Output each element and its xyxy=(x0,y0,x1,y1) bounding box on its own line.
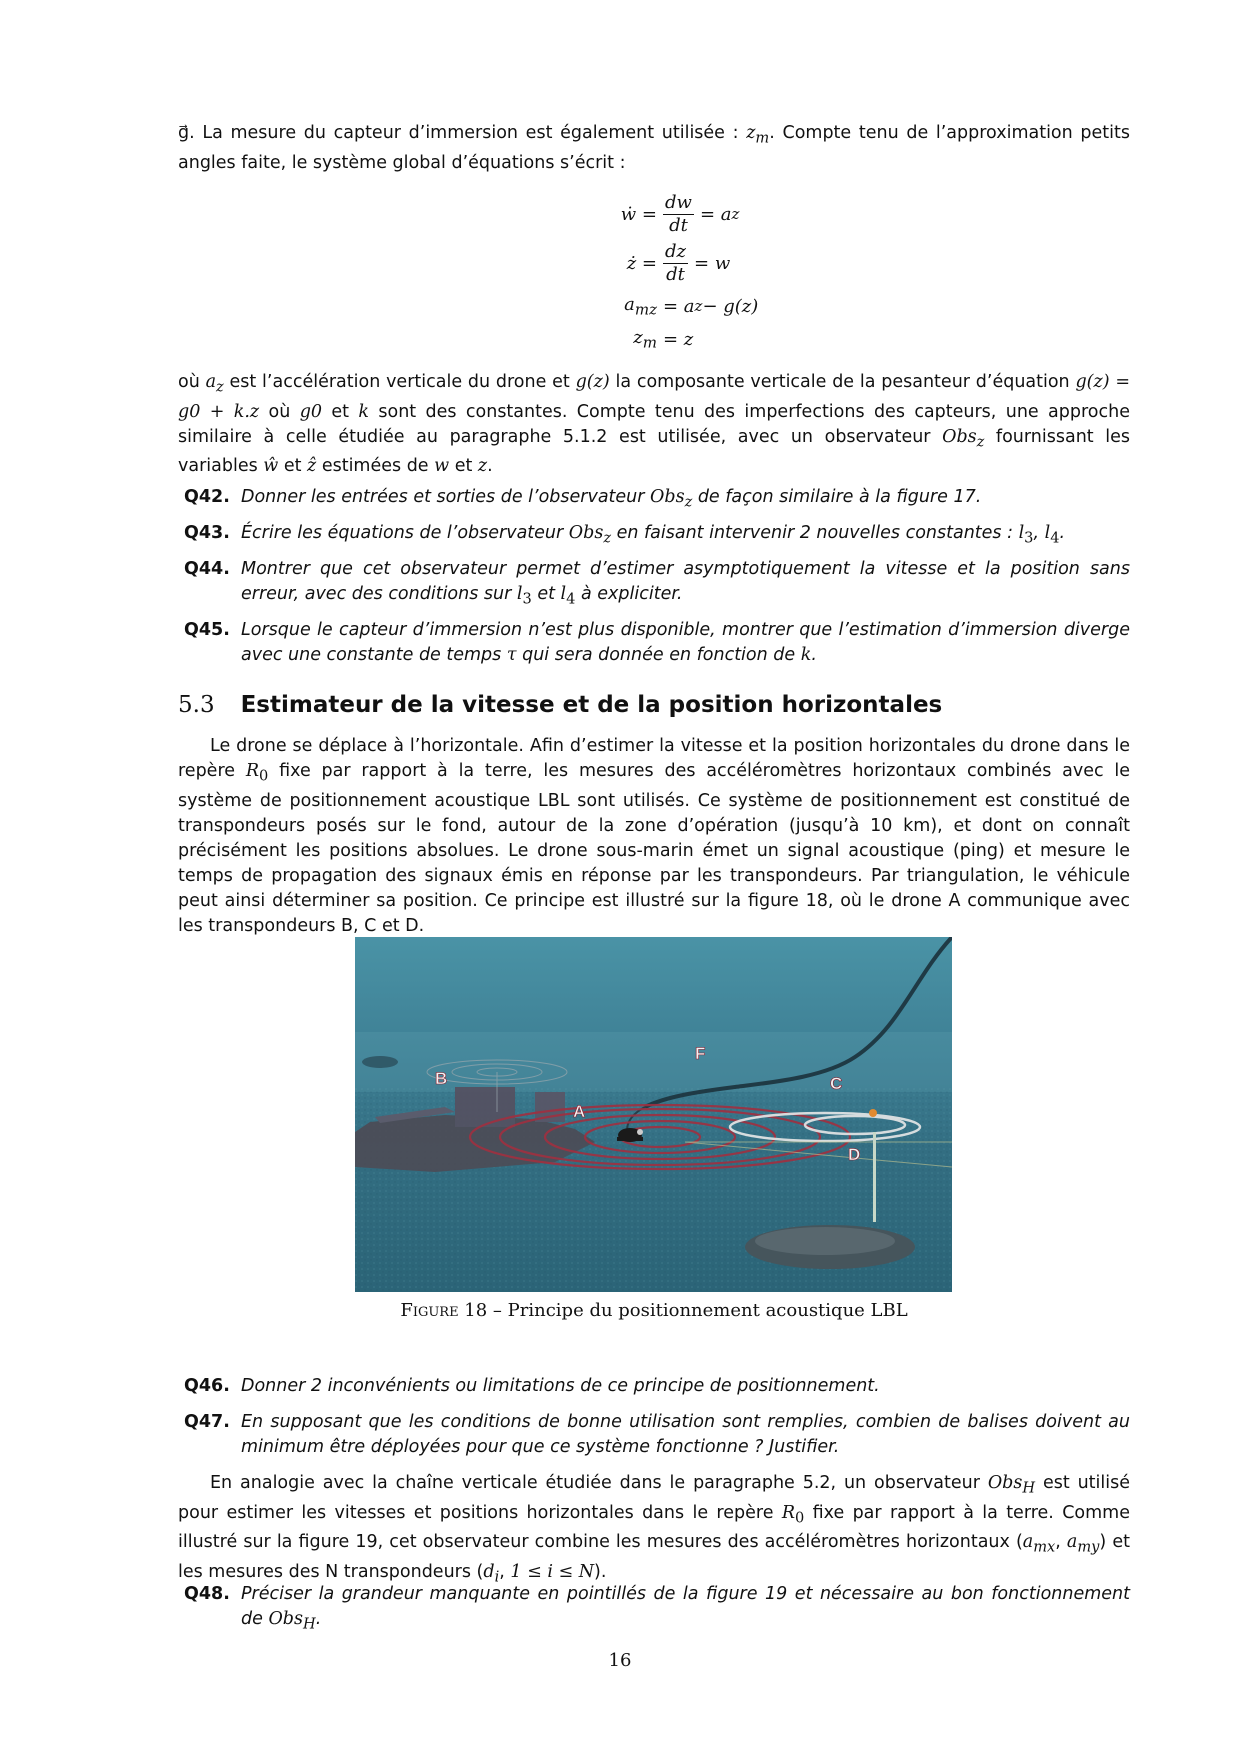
eq2-rhs: = w xyxy=(694,252,731,274)
label-c: C xyxy=(830,1074,843,1093)
question-text: En supposant que les conditions de bonne utilisation sont remplies, combien de balises doivent au minimum être déployées pour que ce système fonctionne ? Justifier. xyxy=(241,1412,1130,1457)
question-number: Q42. xyxy=(184,487,230,507)
transponder-buoy xyxy=(869,1109,877,1117)
paragraph-observer: où $a_z$ est l’accélération verticale du drone et g(z) la composante verticale de la pesanteur d’équation g(z) = g0 + k.z où g0 et k sont des constantes. Compte tenu des imperfections des capteurs, une approche similaire à celle étudiée au paragraphe 5.1.2 est utilisée, avec un observateur Obs$_z$ fournissant les variables ŵ et ẑ estimées de w et z. xyxy=(178,372,1130,476)
eq4-rhs: = z xyxy=(663,328,694,350)
eq1-rhs: = a xyxy=(699,203,732,225)
caption-text: – Principe du positionnement acoustique LBL xyxy=(487,1300,908,1321)
eq2-lhs: ż = xyxy=(626,252,657,274)
intro-text-b: . Compte tenu de l’approximation petits angles faite, le système global d’équations s’écrit : xyxy=(178,123,1130,173)
equation-1: ẇ = $\frac{dw}{dt}$ = a z xyxy=(560,194,739,234)
label-d: D xyxy=(848,1145,861,1164)
section-number: 5.3 xyxy=(178,692,215,718)
eq4-lhs: $z_m$ xyxy=(633,326,657,352)
question-number: Q44. xyxy=(184,559,230,579)
equation-3: $a_{mz}$ = a z − g(z) xyxy=(560,286,758,326)
figure-caption xyxy=(178,1300,1130,1321)
intro-paragraph xyxy=(178,121,1130,176)
paragraph-obsh: En analogie avec la chaîne verticale étudiée dans le paragraphe 5.2, un observateur Obs$_H$ est utilisé pour estimer les vitesses et positions horizontales dans le repère $R_0$ fixe par rapport à la terre. Comme illustré sur la figure 19, cet observateur combine les mesures des accéléromètres horizontaux ($a_{mx}$, $a_{my}$) et les mesures des N transpondeurs ($d_i$, 1 ≤ i ≤ N). xyxy=(178,1473,1130,1585)
question-number: Q43. xyxy=(184,523,230,543)
label-f: F xyxy=(695,1044,706,1063)
eq2-fraction: $\frac{dz}{dt}$ xyxy=(665,240,687,285)
question-q42: Q42. Donner les entrées et sorties de l’observateur Obs$_z$ de façon similaire à la figure 17. xyxy=(184,487,982,511)
transponder-d xyxy=(873,1132,876,1222)
question-q43: Q43. Écrire les équations de l’observateur Obs$_z$ en faisant intervenir 2 nouvelles constantes : $l_3$, $l_4$. xyxy=(184,523,1066,547)
question-number: Q48. xyxy=(184,1584,230,1604)
question-text: Donner 2 inconvénients ou limitations de ce principe de positionnement. xyxy=(241,1376,880,1396)
equation-4 xyxy=(560,319,693,359)
question-number: Q46. xyxy=(184,1376,230,1396)
eq1-fraction: $\frac{dw}{dt}$ xyxy=(665,191,692,236)
question-q45: Q45. Lorsque le capteur d’immersion n’est plus disponible, montrer que l’estimation d’immersion diverge avec une constante de temps τ qui sera donnée en fonction de k. xyxy=(184,620,1130,665)
question-q48: Q48. Préciser la grandeur manquante en pointillés de la figure 19 et nécessaire au bon fonctionnement de Obs$_H$. xyxy=(184,1584,1130,1633)
question-q47 xyxy=(184,1410,1130,1460)
question-q44: Q44. Montrer que cet observateur permet d’estimer asymptotiquement la vitesse et la position sans erreur, avec des conditions sur $l_3$ et $l_4$ à expliciter. xyxy=(184,559,1130,608)
eq1-lhs: ẇ = xyxy=(620,203,657,225)
math-zm: $z_m$ xyxy=(746,123,770,147)
question-number: Q47. xyxy=(184,1412,230,1432)
label-a: A xyxy=(573,1102,586,1121)
seafloor-rock xyxy=(745,1225,915,1269)
intro-text-a: g⃗. La mesure du capteur d’immersion est également utilisée : xyxy=(178,123,747,143)
equation-2 xyxy=(560,240,731,285)
caption-prefix: Figure 18 xyxy=(400,1300,488,1321)
page-number: 16 xyxy=(608,1650,632,1671)
eq3-lhs: $a_{mz}$ xyxy=(624,293,657,319)
question-number: Q45. xyxy=(184,620,230,640)
label-b: B xyxy=(435,1069,448,1088)
paragraph-lbl: Le drone se déplace à l’horizontale. Afin d’estimer la vitesse et la position horizontales du drone dans le repère $R_0$ fixe par rapport à la terre, les mesures des accéléromètres horizontaux combinés avec le système de positionnement acoustique LBL sont utilisés. Ce système de positionnement est constitué de transpondeurs posés sur le fond, autour de la zone d’opération (jusqu’à 10 km), et dont on connaît précisément les positions absolues. Le drone sous-marin émet un signal acoustique (ping) et mesure le temps de propagation des signaux émis en réponse par les transpondeurs. Par triangulation, le véhicule peut ainsi déterminer sa position. Ce principe est illustré sur la figure 18, où le drone A communique avec les transpondeurs B, C et D. xyxy=(178,736,1131,936)
question-q46 xyxy=(184,1374,1130,1399)
section-heading xyxy=(178,692,942,718)
section-title: Estimateur de la vitesse et de la position horizontales xyxy=(240,692,943,718)
lbl-figure-image xyxy=(355,937,952,1292)
